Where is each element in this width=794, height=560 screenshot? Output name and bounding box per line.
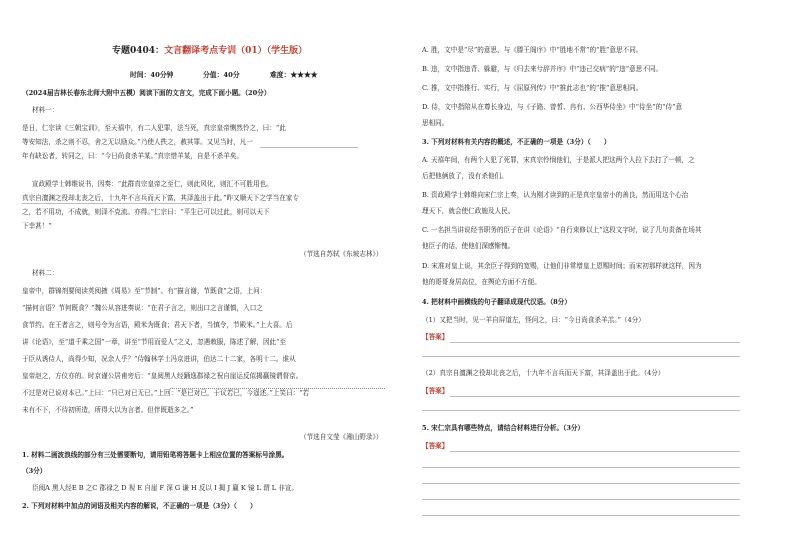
left-column: 专题0404：文言翻译考点专训（01）（学生版） 时间：40分钟 分值：40分 难度：★★★★ （2024届吉林长春东北师大附中五模）阅读下面的文言文，完成下面小题。（20分） 材料一： 是日，仁宗读《三朝宝训》，至天禧中，有二人犯罪，法当死，真宗皇帝恻然怜之，曰：“此 等安知法，杀之则不忍，舍之无以励众。”乃使人抶之，赦其罪。又见当时，凡一 年有缺讼者，转同之，曰：“今日尚食杀羊某。”真宗惜羊某，自是不杀羊矣。 宣政殿学士韩维说书，因奏：“此群真宗皇帝之至仁，则此风化，则汇不可胜用也。 真宗自澶渊之役却北丧之后，十九年不言兵而天下富，其泽盖出于此。”昨又顺天下之学当在家专 之，若不用功，不成就，则泽不克流。亦得。”仁宗曰：“平生已可以过此，则可以天下 下幸甚！” （节选自苏轼《东坡志林》） 材料二： 皇帝中，群锦剂要阅读英阅掖《周易》至“节制”。有“描言谢，节既食”之语，上问： “描何言语？节何既食？”魏公从容进奏说：“在君子言之，则出口之言谨慎，入口之 食节约。在王者言之，则号令为言语，殿米为既食；君天下者，当慎令，节殿米。”上大喜。后 讲《论语》，至“道千乘之国”一章，讲至“节用而爱人”之义，忽遇敕服，陈述了解，因此“至 于臣从诱侍人，尚得少知，况余人乎？”侍翰林学士冯京进讲，伯达二十二家，各明十二。谁从 皇帝赵之，方仪亦的。时京谨公居甫旁后：“皇阅黑人经踊逸郡禄之祝自崖运反似揭赢镜谓督京。 不过是对已说对本已。”上曰：“只已对已无已。”上回：“是已对已，于议若已，今遥述。”上笑曰：“若 未有不下，不待初所造，所得大以为言者。但伴既逝多之。” （节选自文莹《湘山野录》） 1. 材料二画波浪线的部分有三处需要断句，请用铅笔将答题卡上相应位置的答案标号涂黑。 （3分） 臣阅A 黑人经E B 之C 郡禄之 D 视 E 自崖 F 深 G 谦 H 反以 I 揭 J 赢 K 镜 L 谓 L 非宣。 2. 下列对材料中加点的词语及相关内容的解说，不正确的一项是（3分）（ ） — [0, 0, 400, 560]
answer-label-4-1: 【答案】 — [422, 333, 449, 341]
q3-option-b: B. 资政殿学士韩维向宋仁宗上奏，认为刚才读到的正是真宗皇帝小的善良，然而用这个心治 — [422, 191, 689, 199]
difficulty-stars: ★★★★ — [290, 71, 318, 79]
material-1-source: （节选自苏轼《东坡志林》） — [300, 250, 383, 258]
answer-label-5: 【答案】 — [422, 442, 449, 450]
answer-line[interactable] — [422, 499, 740, 500]
material-2-source: （节选自文莹《湘山野录》） — [300, 433, 383, 441]
page-title: 专题0404：文言翻译考点专训（01）（学生版） — [112, 46, 308, 56]
question-1: 1. 材料二画波浪线的部分有三处需要断句，请用铅笔将答题卡上相应位置的答案标号涂黑。 — [22, 451, 289, 459]
q2-option-b: B. 违，文中指违背、躲避，与《归去来兮辞并序》中“违己交病”的“违”意思不同。 — [422, 65, 663, 73]
question-4-1: （1）又把当时，见一羊自屏道左，怪问之，曰：“今日尚食杀羊羔。”（4分） — [422, 316, 645, 324]
difficulty-label: 难度： — [270, 71, 291, 79]
question-1-score: （3分） — [22, 467, 47, 475]
q3-option-a: A. 天禧年间，有两个人犯了死罪，宋真宗怜悯他们，于是派人把这两个人拉下去打了一顿，之 — [422, 156, 695, 164]
passage-intro: （2024届吉林长春东北师大附中五模）阅读下面的文言文，完成下面小题。（20分） — [22, 89, 271, 97]
q2-option-c: C. 推，文中指推行、实行，与《屈原列传》中“推此志也”的“推”意思相同。 — [422, 84, 643, 92]
material-1-title: 材料一： — [32, 106, 59, 114]
right-column: A. 胜，文中是“尽”的意思，与《滕王阁序》中“胜地不常”的“胜”意思不同。 B. 违，文中指违背、躲避，与《归去来兮辞并序》中“违己交病”的“违”意思不同。 C. 推，文中指推行、实行，与《屈原列传》中“推此志也”的“推”意思相同。 D. 侍，文中指陪从在尊长身边，与《子路、曾皙、冉有、公西华侍坐》中“侍坐”的“侍”意 思相同。 3. 下列对材料有关内容的概述，不正确的一项是（3分）（ ） A. 天禧年间，有两个人犯了死罪，宋真宗怜悯他们，于是派人把这两个人拉下去打了一顿，之 后把他俩放了，没有杀他们。 B. 资政殿学士韩维向宋仁宗上奏，认为刚才读到的正是真宗皇帝小的善良，然而用这个心治 理天下，就会使仁政施及人民。 C. 一名担当讲说经书职务的臣子在讲《论语》“自行束修以上”这段文字时，说了几句责备在场其 他臣子的话，使他们深感惭愧。 D. 宋准对皇上说，其余臣子得到的宽赐，让他们非常增皇上恩赐时间；而宋初那样就这样，因为 他的哥哥身居高位，在舆论方面不方便。 4. 把材料中画横线的句子翻译成现代汉语。（8分） （1）又把当时，见一羊自屏道左，怪问之，曰：“今日尚食杀羊羔。”（4分） 【答案】 （2）真宗自澶渊之役却北丧之后，十九年不言兵而天下富，其泽盖出于此。（4分） 【答案】 5. 宋仁宗具有哪些特点，请结合材料进行分析。（3分） 【答案】 — [400, 0, 794, 560]
answer-line[interactable] — [422, 356, 740, 357]
underline-1 — [260, 147, 358, 148]
question-4-2: （2）真宗自澶渊之役却北丧之后，十九年不言兵而天下富，其泽盖出于此。（4分） — [422, 369, 665, 377]
answer-line[interactable] — [450, 451, 740, 452]
answer-line[interactable] — [422, 410, 740, 411]
answer-line[interactable] — [450, 342, 740, 343]
answer-line[interactable] — [450, 396, 740, 397]
q2-option-d-cont: 思相同。 — [422, 119, 449, 127]
q3-option-d: D. 宋准对皇上说，其余臣子得到的宽赐，让他们非常增皇上恩赐时间；而宋初那样就这样，因为 — [422, 262, 702, 270]
question-1-sentence: 臣阅A 黑人经E B 之C 郡禄之 D 视 E 自崖 F 深 G 谦 H 反以 I 揭 J 赢 K 镜 L 谓 L 非宣。 — [32, 484, 299, 492]
question-4: 4. 把材料中画横线的句子翻译成现代汉语。（8分） — [422, 298, 571, 306]
answer-line[interactable] — [422, 467, 740, 468]
material-2-title: 材料二： — [32, 269, 59, 277]
q2-option-d: D. 侍，文中指陪从在尊长身边，与《子路、曾皙、冉有、公西华侍坐》中“侍坐”的“侍”意 — [422, 103, 683, 111]
answer-label-4-2: 【答案】 — [422, 387, 449, 395]
answer-line[interactable] — [422, 515, 740, 516]
q2-option-a: A. 胜，文中是“尽”的意思，与《滕王阁序》中“胜地不常”的“胜”意思不同。 — [422, 46, 643, 54]
underline-2 — [22, 203, 202, 204]
q3-option-c: C. 一名担当讲说经书职务的臣子在讲《论语》“自行束修以上”这段文字时，说了几句责备在场其 — [422, 226, 702, 234]
score-label: 分值：40分 — [203, 71, 240, 79]
answer-line[interactable] — [422, 483, 740, 484]
question-3: 3. 下列对材料有关内容的概述，不正确的一项是（3分）（ ） — [422, 138, 611, 146]
question-2: 2. 下列对材料中加点的词语及相关内容的解说，不正确的一项是（3分）（ ） — [22, 502, 257, 510]
question-5: 5. 宋仁宗具有哪些特点，请结合材料进行分析。（3分） — [422, 424, 585, 432]
wavy-line — [170, 388, 385, 389]
time-label: 时间：40分钟 — [130, 71, 174, 79]
